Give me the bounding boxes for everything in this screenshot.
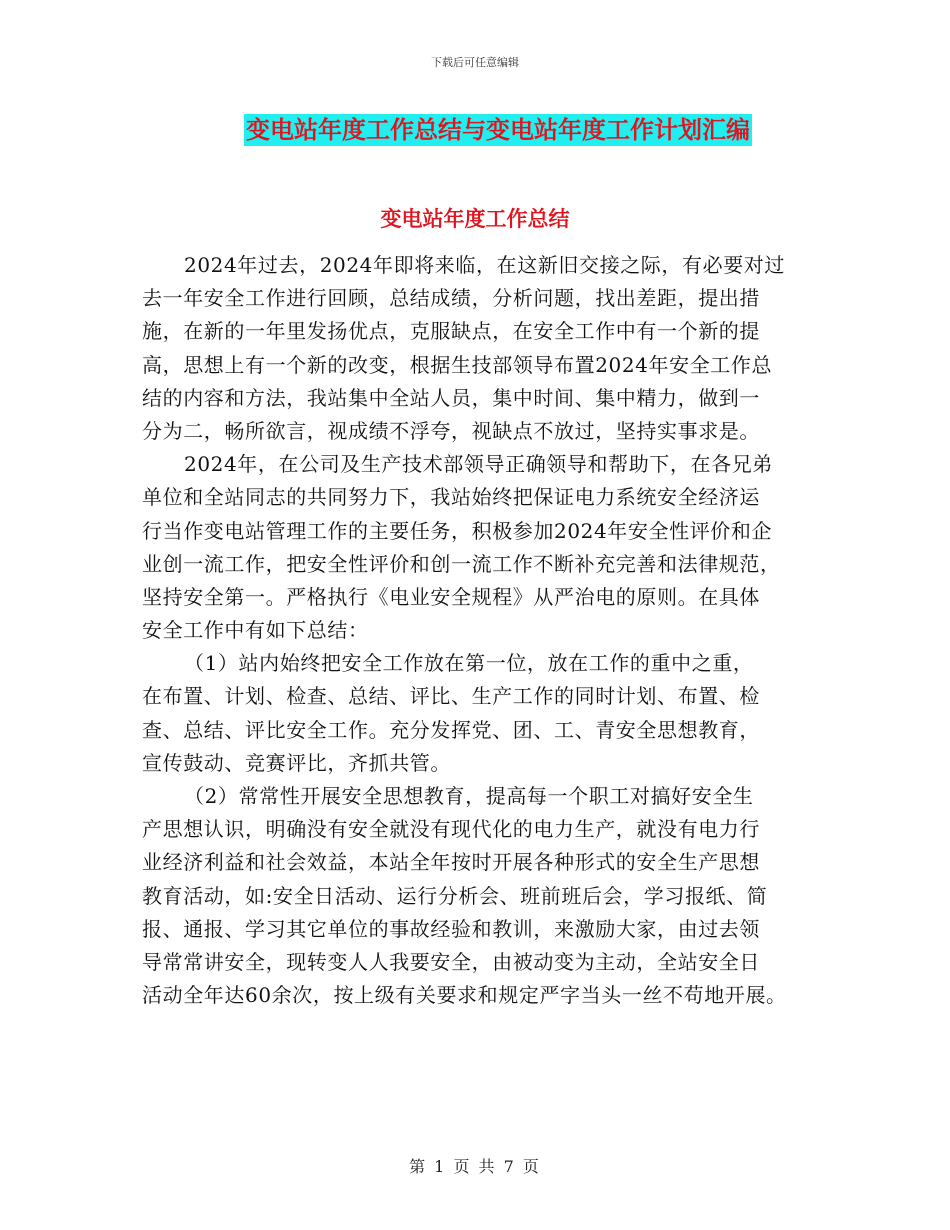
document-title-wrap	[0, 114, 950, 146]
paragraph-line: 宣传鼓动、竞赛评比，齐抓共管。	[142, 750, 451, 775]
paragraph-line: 分为二，畅所欲言，视成绩不浮夸，视缺点不放过，坚持实事求是。	[142, 418, 760, 443]
paragraph-line: 产思想认识，明确没有安全就没有现代化的电力生产，就没有电力行	[142, 817, 760, 842]
header-note: 下载后可任意编辑	[431, 56, 519, 69]
page-number: 第 1 页 共 7 页	[409, 1157, 541, 1176]
paragraph-line: 坚持安全第一。严格执行《电业安全规程》从严治电的原则。在具体	[142, 584, 760, 609]
paragraph-line: 施，在新的一年里发扬优点，克服缺点，在安全工作中有一个新的提	[142, 319, 760, 344]
paragraph-line: 业创一流工作，把安全性评价和创一流工作不断补充完善和法律规范，	[142, 551, 781, 576]
paragraph-line: 查、总结、评比安全工作。充分发挥党、团、工、青安全思想教育，	[142, 717, 760, 742]
paragraph-line: 高，思想上有一个新的改变，根据生技部领导布置2024年安全工作总	[142, 352, 773, 377]
paragraph-line: 在布置、计划、检查、总结、评比、生产工作的同时计划、布置、检	[142, 684, 760, 709]
paragraph-line: 2024年过去，2024年即将来临，在这新旧交接之际，有必要对过	[184, 253, 785, 277]
paragraph-line: 单位和全站同志的共同努力下，我站始终把保证电力系统安全经济运	[142, 485, 760, 510]
document-title: 变电站年度工作总结与变电站年度工作计划汇编	[246, 116, 750, 144]
body-text	[142, 249, 814, 1012]
paragraph-line: （1）站内始终把安全工作放在第一位，放在工作的重中之重，	[184, 651, 754, 676]
paragraph-line: 导常常讲安全，现转变人人我要安全，由被动变为主动，全站安全日	[142, 949, 760, 974]
paragraph-line: 教育活动，如:安全日活动、运行分析会、班前班后会，学习报纸、简	[142, 883, 768, 908]
paragraph-line: 报、通报、学习其它单位的事故经验和教训，来激励大家，由过去领	[142, 916, 760, 941]
paragraph-line: 活动全年达60余次，按上级有关要求和规定严字当头一丝不苟地开展。	[142, 983, 787, 1008]
paragraph-line: （2）常常性开展安全思想教育，提高每一个职工对搞好安全生	[184, 784, 754, 808]
paragraph-line: 结的内容和方法，我站集中全站人员，集中时间、集中精力，做到一	[142, 385, 760, 410]
section-title: 变电站年度工作总结	[380, 207, 570, 231]
paragraph-line: 安全工作中有如下总结：	[142, 618, 369, 643]
paragraph-line: 去一年安全工作进行回顾，总结成绩，分析问题，找出差距，提出措	[142, 286, 760, 311]
paragraph-line: 业经济利益和社会效益，本站全年按时开展各种形式的安全生产思想	[142, 850, 760, 875]
paragraph-line: 2024年，在公司及生产技术部领导正确领导和帮助下，在各兄弟	[184, 452, 773, 477]
paragraph-line: 行当作变电站管理工作的主要任务，积极参加2024年安全性评价和企	[142, 518, 773, 543]
